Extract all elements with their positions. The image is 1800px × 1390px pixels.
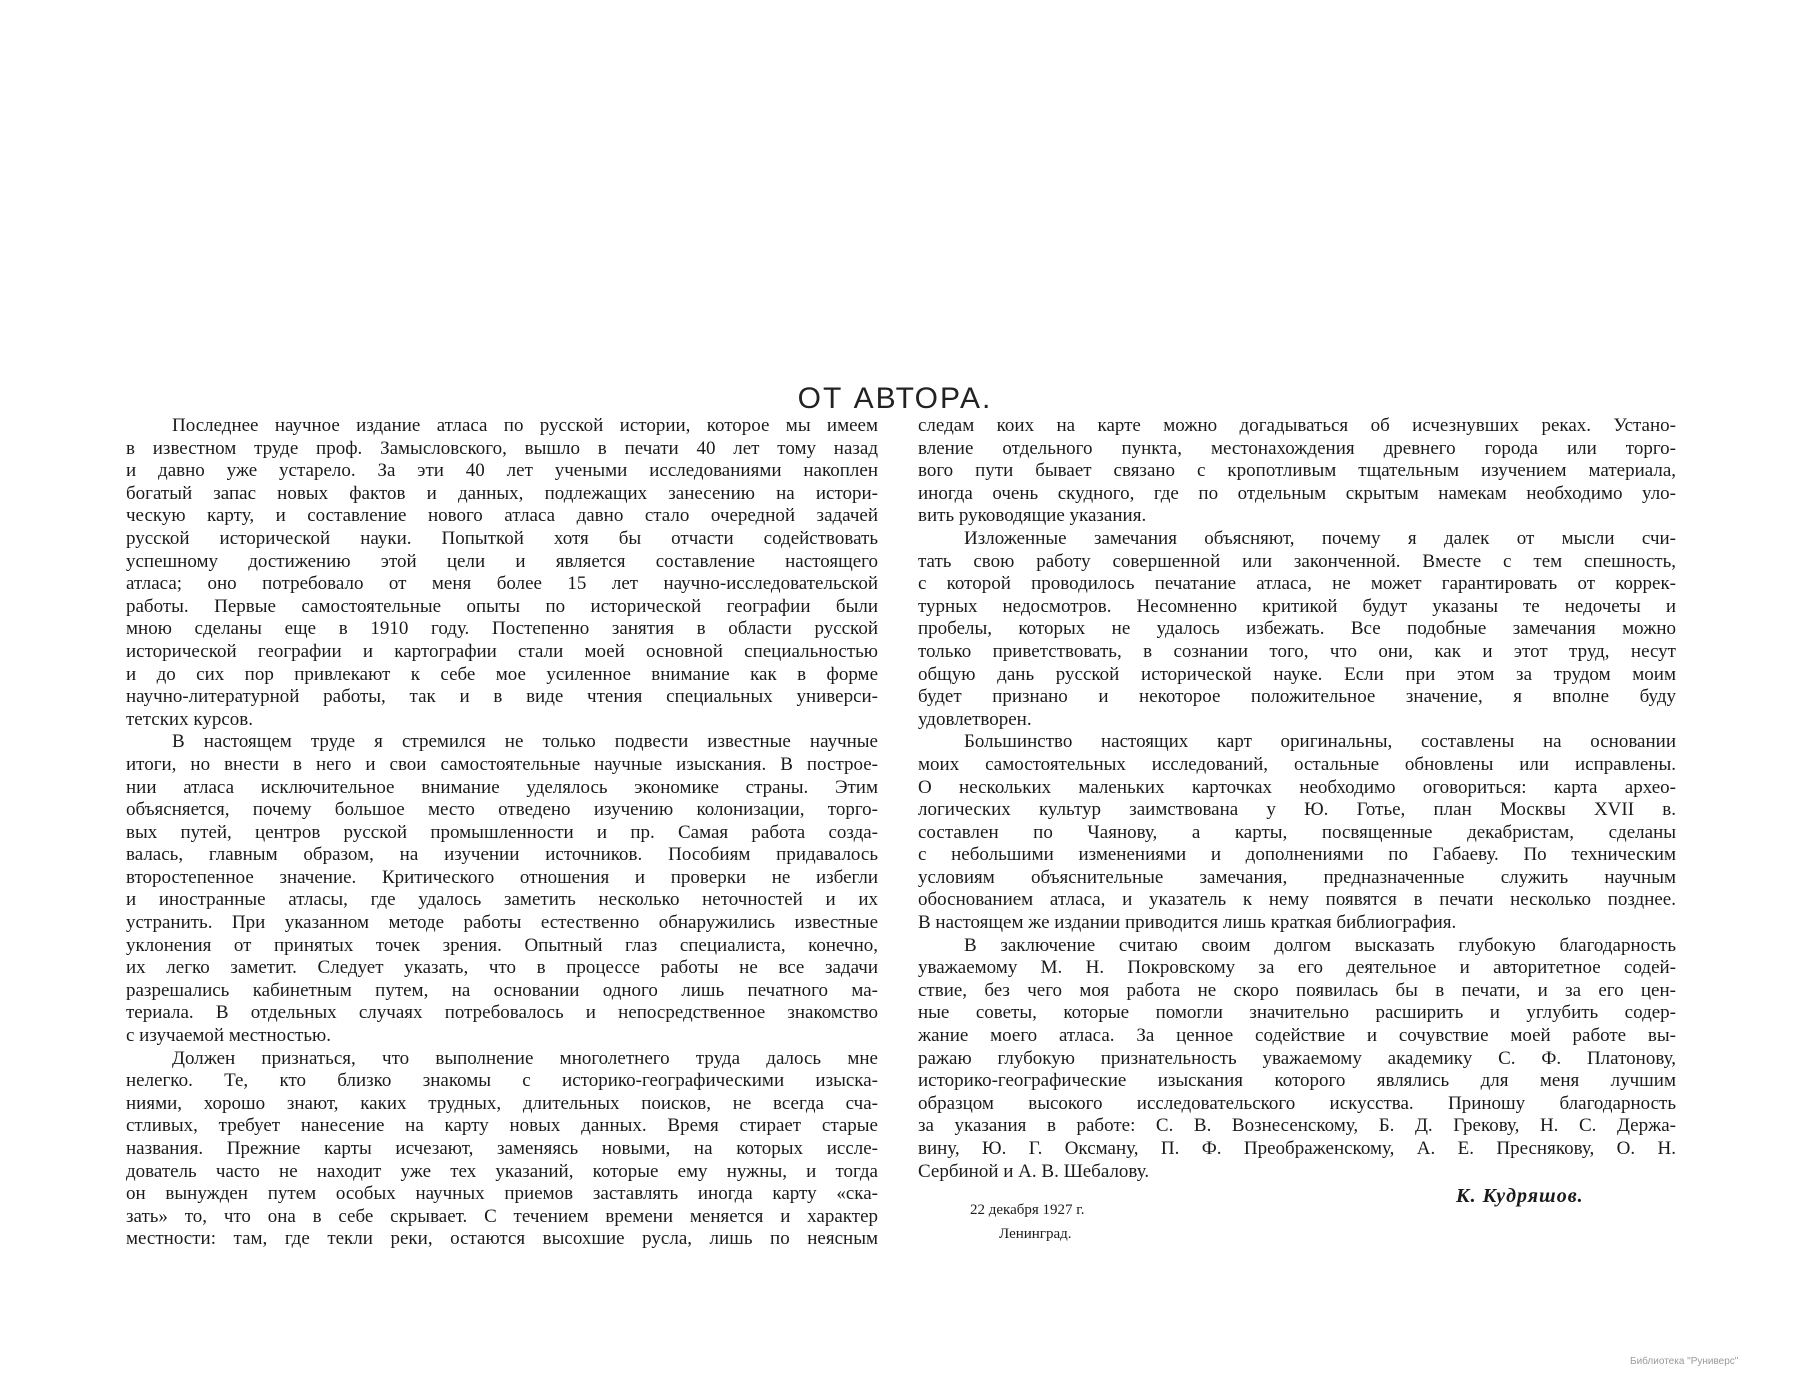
page-title: ОТ АВТОРА. [797, 382, 993, 416]
text-line: ствие, без чего моя работа не скоро появилась бы в печати, и за его цен- [918, 979, 1676, 1001]
text-line: ниями, хорошо знают, каких трудных, длительных поисков, не всегда сча- [126, 1092, 878, 1114]
text-line: итоги, но внести в него и свои самостоятельные научные изыскания. В построе- [126, 753, 878, 775]
text-line: названия. Прежние карты исчезают, заменяясь новыми, на которых иссле- [126, 1138, 878, 1159]
text-line: с небольшими изменениями и дополнениями по Габаеву. По техническим [918, 844, 1676, 866]
text-line: тетских курсов. [126, 708, 253, 730]
text-line: В настоящем же издании приводится лишь краткая библиография. [918, 912, 1457, 934]
text-line: историко-географические изыскания которого являлись для меня лучшим [918, 1070, 1676, 1092]
text-line: териала. В отдельных случаях потребовалось и непосредственное знакомство [126, 1002, 878, 1024]
paragraph [918, 415, 1676, 528]
text-line: их легко заметит. Следует указать, что в процессе работы не все задачи [126, 957, 878, 979]
text-line: иногда очень скудного, где по отдельным скрытым намекам необходимо уло- [918, 482, 1676, 504]
text-line: вину, Ю. Г. Оксману, П. Ф. Преображенскому, А. Е. Преснякову, О. Н. [918, 1138, 1676, 1159]
date: 22 декабря 1927 г. [970, 1202, 1085, 1218]
text-line: будет признано и некоторое положительное значение, я вполне буду [918, 686, 1676, 708]
text-line: и иностранные атласы, где удалось заметить несколько неточностей и их [126, 889, 878, 911]
text-line: и до сих пор привлекают к себе мое усиленное внимание как в форме [126, 663, 878, 685]
paragraph [918, 935, 1676, 1184]
author-signature: К. Кудряшов. [1456, 1185, 1584, 1207]
text-line: успешному достижению этой цели и является составление настоящего [126, 550, 878, 572]
text-line: с изучаемой местностью. [126, 1025, 331, 1047]
text-column-left [126, 415, 878, 1251]
text-line: с которой проводилось печатание атласа, не может гарантировать от коррек- [918, 573, 1676, 595]
text-line: только приветствовать, в сознании того, что они, как и этот труд, несут [918, 640, 1676, 662]
paragraph [126, 415, 878, 731]
text-line: работы. Первые самостоятельные опыты по исторической географии были [126, 595, 878, 617]
text-line: за указания в работе: С. В. Вознесенскому, Б. Д. Грекову, Н. С. Держа- [918, 1115, 1676, 1137]
paragraph [126, 731, 878, 1047]
text-line: логических культур заимствована у Ю. Готье, план Москвы XVII в. [918, 799, 1676, 821]
text-line: жание моего атласа. За ценное содействие и сочувствие моей работе вы- [918, 1025, 1676, 1047]
text-line: исторической географии и картографии стали моей основной специальностью [126, 640, 878, 662]
text-line: валась, главным образом, на изучении источников. Пособиям придавалось [126, 844, 878, 866]
text-line: удовлетворен. [918, 708, 1032, 730]
text-line: Сербиной и А. В. Шебалову. [918, 1160, 1150, 1182]
text-column-right [918, 415, 1676, 1183]
text-line: второстепенное значение. Критического отношения и проверки не избегли [126, 866, 878, 888]
text-line: уважаемому М. Н. Покровскому за его деятельное и авторитетное содей- [918, 957, 1676, 979]
paragraph [126, 1048, 878, 1251]
text-line: составлен по Чаянову, а карты, посвященные декабристам, сделаны [918, 821, 1676, 843]
text-line: вить руководящие указания. [918, 505, 1147, 527]
text-line: следам коих на карте можно догадываться об исчезнувших реках. Устано- [918, 415, 1676, 436]
text-line: ческую карту, и составление нового атласа давно стало очередной задачей [126, 505, 878, 527]
text-line: местности: там, где текли реки, остаются высохшие русла, лишь по неясным [126, 1228, 878, 1250]
text-line: нелегко. Те, кто близко знакомы с историко-географическими изыска- [126, 1070, 878, 1092]
paragraph [918, 731, 1676, 934]
text-line: Должен признаться, что выполнение многолетнего труда далось мне [172, 1047, 878, 1069]
text-line: в известном труде проф. Замысловского, вышло в печати 40 лет тому назад [126, 437, 878, 459]
text-line: он вынужден путем особых научных приемов заставлять иногда карту «ска- [126, 1183, 878, 1205]
paragraph [918, 528, 1676, 731]
text-line: русской исторической науки. Попыткой хотя бы отчасти содействовать [126, 527, 878, 549]
text-line: научно-литературной работы, так и в виде чтения специальных универси- [126, 686, 878, 708]
text-line: вление отдельного пункта, местонахождения древнего города или торго- [918, 437, 1676, 459]
text-line: моих самостоятельных исследований, остальные обновлены или исправлены. [918, 753, 1676, 775]
text-line: устранить. При указанном методе работы естественно обнаружились известные [126, 912, 878, 934]
text-line: богатый запас новых фактов и данных, подлежащих занесению на истори- [126, 482, 878, 504]
text-line: обоснованием атласа, и указатель к нему появятся в печати несколько позднее. [918, 889, 1676, 911]
text-line: тать свою работу совершенной или законченной. Вместе с тем спешность, [918, 550, 1676, 572]
text-line: разрешались кабинетным путем, на основании одного лишь печатного ма- [126, 979, 878, 1001]
place: Ленинград. [999, 1226, 1072, 1242]
text-line: нии атласа исключительное внимание уделялось экономике страны. Этим [126, 776, 878, 798]
text-line: вого пути бывает связано с кропотливым тщательным изучением материала, [918, 460, 1676, 482]
text-line: общую дань русской исторической науке. Если при этом за трудом моим [918, 663, 1676, 685]
text-line: В заключение считаю своим долгом высказать глубокую благодарность [964, 934, 1676, 956]
library-watermark: Библиотека "Руниверс" [1630, 1356, 1739, 1367]
text-line: объясняется, почему большое место отведено изучению колонизации, торго- [126, 799, 878, 821]
text-line: вых путей, центров русской промышленности и пр. Самая работа созда- [126, 821, 878, 843]
text-line: дователь часто не находит уже тех указаний, которые ему нужны, и тогда [126, 1160, 878, 1182]
text-line: ные советы, которые помогли значительно расширить и углубить содер- [918, 1002, 1676, 1024]
text-line: образцом высокого исследовательского искусства. Приношу благодарность [918, 1092, 1676, 1114]
text-line: атласа; оно потребовало от меня более 15 лет научно-исследовательской [126, 573, 878, 595]
text-line: мною сделаны еще в 1910 году. Постепенно занятия в области русской [126, 618, 878, 640]
text-line: Изложенные замечания объясняют, почему я далек от мысли счи- [964, 527, 1676, 549]
text-line: В настоящем труде я стремился не только подвести известные научные [172, 731, 878, 753]
text-line: зать» то, что она в себе скрывает. С течением времени меняется и характер [126, 1205, 878, 1227]
text-line: Большинство настоящих карт оригинальны, составлены на основании [964, 731, 1676, 753]
text-line: уклонения от принятых точек зрения. Опытный глаз специалиста, конечно, [126, 934, 878, 956]
text-line: и давно уже устарело. За эти 40 лет учеными исследованиями накоплен [126, 460, 878, 482]
text-line: стливых, требует нанесение на карту новых данных. Время стирает старые [126, 1115, 878, 1137]
text-line: Последнее научное издание атласа по русской истории, которое мы имеем [172, 415, 878, 436]
text-line: условиям объяснительные замечания, предназначенные служить научным [918, 866, 1676, 888]
text-line: турных недосмотров. Несомненно критикой будут указаны те недочеты и [918, 595, 1676, 617]
text-line: пробелы, которых не удалось избежать. Все подобные замечания можно [918, 618, 1676, 640]
text-line: ражаю глубокую признательность уважаемому академику С. Ф. Платонову, [918, 1047, 1676, 1069]
text-line: О нескольких маленьких карточках необходимо оговориться: карта архео- [918, 776, 1676, 798]
